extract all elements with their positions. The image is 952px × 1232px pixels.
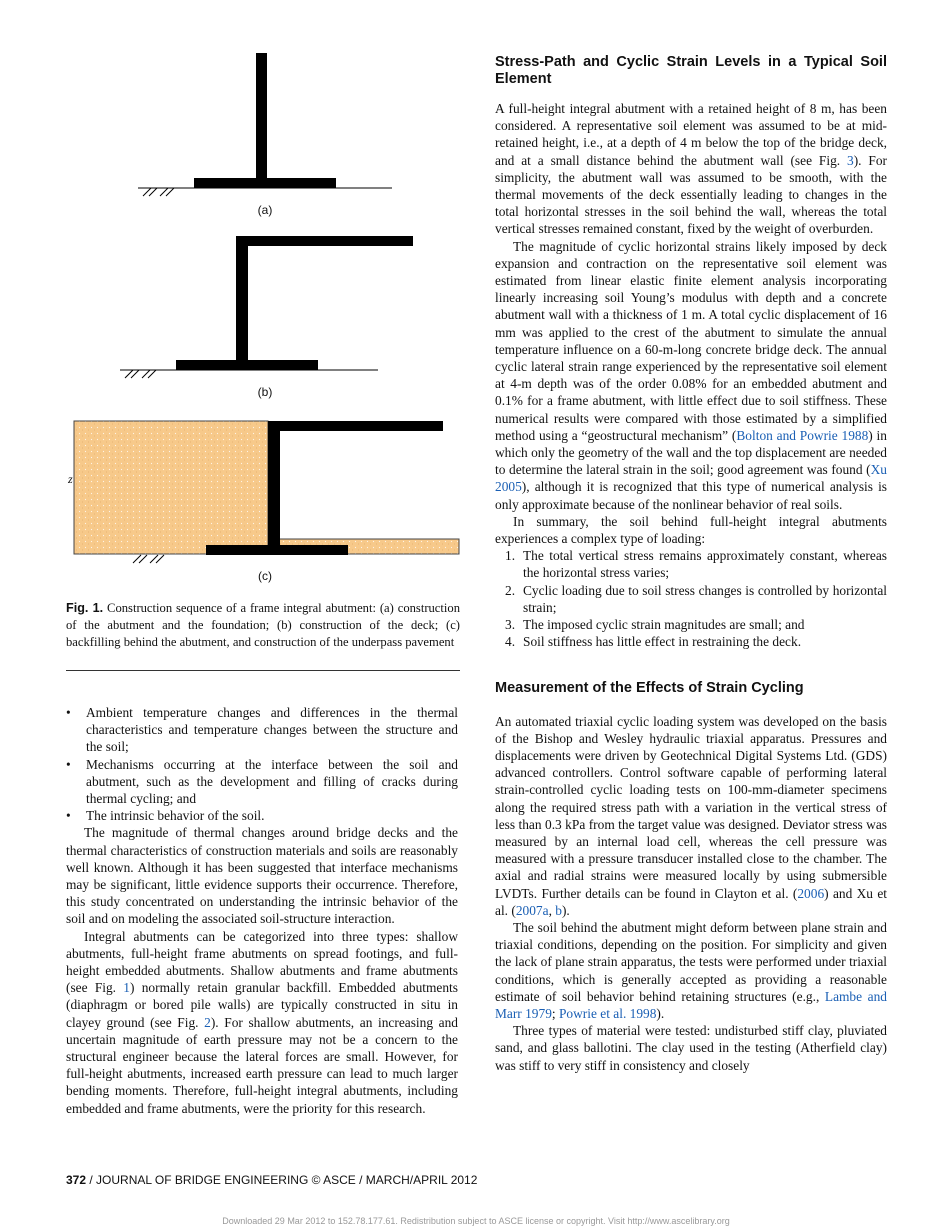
subfigure-label-b: (b) [257,385,273,399]
numbered-list [495,547,887,650]
citation-link[interactable]: 2006 [797,885,825,901]
paragraph: The soil behind the abutment might deform between plane strain and triaxial conditions, depending on the position. For simplicity and given the lack of plane strain apparatus, the tests were performed under triaxial conditions, which is generally accepted as providing a reasonable estimate of soil behavior behind retaining structures (e.g., Lambe and Marr 1979; Powrie et al. 1998). [495,919,887,1021]
journal-info: / JOURNAL OF BRIDGE ENGINEERING © ASCE / MARCH/APRIL 2012 [86,1173,478,1187]
bullet-item: • The intrinsic behavior of the soil. [66,807,458,824]
citation-link[interactable]: b [555,902,562,918]
left-column-text [66,704,458,1117]
ground-hatch [143,188,174,196]
bullet-item: • Ambient temperature changes and differences in the thermal characteristics and temperature changes between the structure and the soil; [66,704,458,756]
list-item: 4. Soil stiffness has little effect in restraining the deck. [505,634,802,650]
paragraph: A full-height integral abutment with a retained height of 8 m, has been considered. A representative soil element was assumed to be at mid-retained height, i.e., at a depth of 4 m below the top of the bridge deck, and at a small distance behind the abutment wall (see Fig. 3). For simplicity, the abutment wall was assumed to be smooth, with the thermal movements of the deck essentially leading to changes in the total horizontal stresses in the soil behind the wall, whereas the total vertical stresses remained constant, fixed by the weight of overburden. [495,101,887,237]
citation-link[interactable]: 2007a [515,902,549,918]
bullet-list [66,704,458,824]
list-item: 3. The imposed cyclic strain magnitudes are small; and [505,617,805,633]
section-heading: Stress-Path and Cyclic Strain Levels in a Typical Soil Element [495,54,887,87]
paragraph: Three types of material were tested: undisturbed stiff clay, pluviated sand, and glass ballotini. The clay used in the testing (Atherfield clay) was stiff to very stiff in consistency and closely [495,1023,887,1073]
subfigure-a-drawing [138,53,392,196]
figure-caption-label: Fig. 1. [66,601,104,615]
figure-1-drawing [60,40,470,575]
citation-link[interactable]: Bolton and Powrie 1988 [736,427,869,443]
paragraph: The magnitude of cyclic horizontal strains likely imposed by deck expansion and contraction on the representative soil element was estimated from linear elastic finite element analysis incorporating linearly increasing soil Young’s modulus with depth and a concrete abutment wall with a thickness of 1 m. A total cyclic displacement of 16 mm was applied to the crest of the abutment to simulate the annual temperature influence on a 60-m-long concrete bridge deck. The annual cyclic lateral strain range experienced by the representative soil element at 4-m depth was of the order 0.08% for an embedded abutment and 0.1% for a frame abutment, with little effect due to soil stiffness. These numerical results were compared with those estimated by a simplified method using a “geostructural mechanism” (Bolton and Powrie 1988) in which only the geometry of the wall and the top displacement are needed to determine the lateral strain in the soil; good agreement was found (Xu 2005), although it is recognized that this type of numerical analysis is only approximate because of the nonlinear behavior of real soils. [495,238,887,512]
citation-link[interactable]: Lambe and Marr 1979 [495,988,887,1021]
figure-link[interactable]: 2 [204,1014,211,1030]
page-number: 372 [66,1173,87,1187]
bullet-item: • Mechanisms occurring at the interface between the soil and abutment, such as the development and filling of cracks during thermal cycling; and [66,756,458,808]
figure-link[interactable]: 1 [123,980,130,996]
paragraph: An automated triaxial cyclic loading system was developed on the basis of the Bishop and Wesley hydraulic triaxial apparatus. Pressures and displacements were driven by Geotechnical Digital Systems Ltd. (GDS) advanced controllers. Control software capable of performing lateral strain-controlled cyclic loading tests on 100-mm-diameter specimens along the required stress path with a variation in the vertical stress of less than 0.3 kPa from the target value was designed. Deviator stress was measured by an internal load cell, whereas the cell pressure was measured with a pressure transducer installed close to the chamber. The axial and radial strains were measured locally by using submersible LVDTs. Further details can be found in Clayton et al. (2006) and Xu et al. (2007a, b). [495,713,888,918]
citation-link[interactable]: Xu 2005 [495,462,887,495]
paragraph: Integral abutments can be categorized into three types: shallow abutments, full-height frame abutments on spread footings, and full-height embedded abutments. Shallow abutments and frame abutments (see Fig. 1) normally retain granular backfill. Embedded abutments (diaphragm or bored pile walls) are typically constructed in situ in clayey ground (see Fig. 2). For shallow abutments, an increasing and uncertain magnitude of earth pressure may not be a concern to the structural engineer because the lateral forces are small. However, for full-height abutments, increased earth pressure can lead to much larger bending moments. Therefore, full-height integral abutments, including embedded and frame abutments, were the priority for this research. [66,928,458,1116]
subfigure-b-drawing [120,236,413,378]
subfigure-label-c: (c) [258,569,272,583]
section-heading: Measurement of the Effects of Strain Cycling [495,679,804,696]
list-item: 2. Cyclic loading due to soil stress changes is controlled by horizontal strain; [505,582,887,615]
caption-divider [66,670,460,671]
list-item: 1. The total vertical stress remains approximately constant, whereas the horizontal stress varies; [505,548,887,581]
citation-link[interactable]: Powrie et al. 1998 [558,1005,657,1021]
right-column-text [495,54,887,1074]
figure-caption [66,600,460,651]
subfigure-label-a: (a) [257,203,273,217]
z-axis-label: z [68,472,73,486]
subfigure-c-drawing [74,421,459,563]
page-footer [66,1173,477,1187]
paragraph: In summary, the soil behind full-height integral abutments experiences a complex type of loading: [495,513,887,547]
figure-link[interactable]: 3 [847,152,854,168]
download-notice: Downloaded 29 Mar 2012 to 152.78.177.61. Redistribution subject to ASCE license or copyright. Visit http://www.ascelibrary.org [222,1216,730,1226]
figure-caption-text: Construction sequence of a frame integral abutment: (a) construction of the abutment and the foundation; (b) construction of the deck; (c) backfilling behind the abutment, and construction of the underpass pavement [66,601,460,649]
paragraph: The magnitude of thermal changes around bridge decks and the thermal characteristics of construction materials and soils are reasonably well known. Although it has been suggested that interface mechanisms may be significant, little evidence supports their occurrence. Therefore, this study concentrated on understanding the intrinsic behavior of the soil and on modeling the associated soil-structure interaction. [66,825,458,927]
